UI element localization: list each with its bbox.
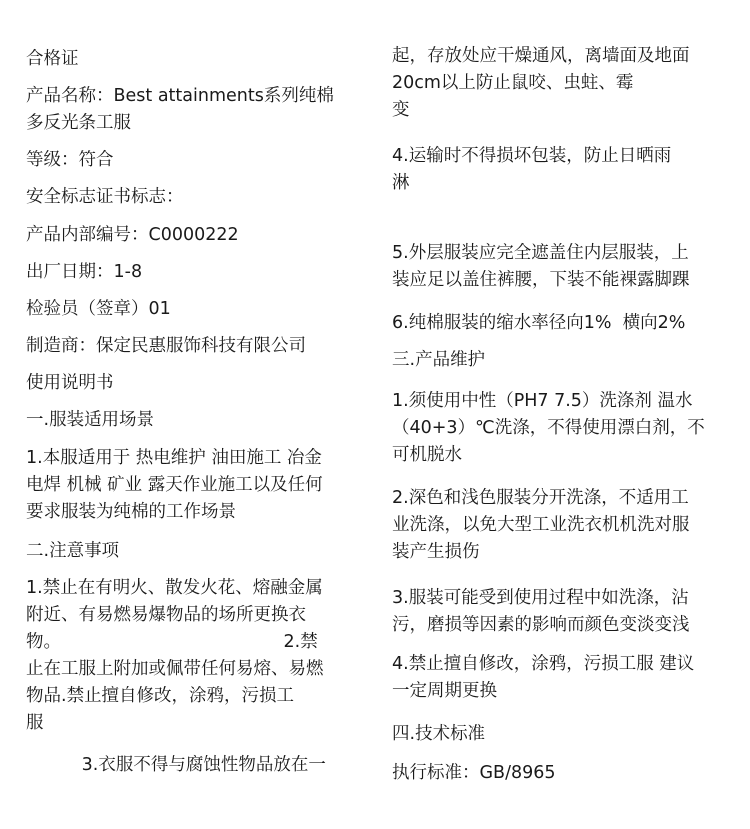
shrinkage-paragraph: 6.纯棉服装的缩水率径向1% 横向2% — [392, 313, 686, 333]
manufacturer: 制造商：保定民惠服饰科技有限公司 — [26, 336, 306, 356]
execution-standard: 执行标准：GB/8965 — [392, 763, 556, 783]
replacement-paragraph: 4.禁止擅自修改，涂鸦，污损工服 建议 一定周期更换 — [392, 654, 695, 701]
usage-paragraph: 1.本服适用于 热电维护 油田施工 冶金 电焊 机械 矿业 露天作业施工以及任何 要求服装为纯棉的工作场景 — [26, 448, 323, 522]
certificate-title: 合格证 — [26, 49, 79, 69]
storage-paragraph: 起，存放处应干燥通风，离墙面及地面 20cm以上防止鼠咬、虫蛀、霉 变 — [392, 46, 690, 120]
separate-wash-paragraph: 2.深色和浅色服装分开洗涤，不适用工 业洗涤，以免大型工业洗衣机机洗对服 装产生损伤 — [392, 488, 690, 562]
notes-paragraph-3: 3.衣服不得与腐蚀性物品放在一 — [26, 755, 326, 775]
transport-paragraph: 4.运输时不得损坏包装，防止日晒雨 淋 — [392, 146, 672, 193]
section-heading-usage: 一.服装适用场景 — [26, 410, 155, 430]
fading-paragraph: 3.服装可能受到使用过程中如洗涤，沾 污，磨损等因素的影响而颜色变淡变浅 — [392, 588, 690, 635]
instructions-heading: 使用说明书 — [26, 373, 114, 393]
grade: 等级：符合 — [26, 150, 114, 170]
notes-paragraph: 1.禁止在有明火、散发火花、熔融金属 附近、有易燃易爆物品的场所更换衣 物。 2.禁 止在工服上附加或佩带任何易熔、易燃 物品.禁止擅自修改，涂鸦，污损工 服 — [26, 578, 324, 733]
product-name: 产品名称：Best attainments系列纯棉 多反光条工服 — [26, 86, 334, 133]
section-heading-notes: 二.注意事项 — [26, 541, 120, 561]
layering-paragraph: 5.外层服装应完全遮盖住内层服装，上 装应足以盖住裤腰，下装不能裸露脚踝 — [392, 243, 690, 290]
section-heading-standard: 四.技术标准 — [392, 724, 486, 744]
section-heading-maintenance: 三.产品维护 — [392, 350, 486, 370]
washing-paragraph: 1.须使用中性（PH7 7.5）洗涤剂 温水 （40+3）℃洗涤，不得使用漂白剂，不 可机脱水 — [392, 391, 705, 465]
product-internal-code: 产品内部编号：C0000222 — [26, 225, 239, 245]
safety-certificate: 安全标志证书标志： — [26, 187, 184, 207]
inspector: 检验员（签章）01 — [26, 299, 171, 319]
production-date: 出厂日期：1-8 — [26, 262, 143, 282]
